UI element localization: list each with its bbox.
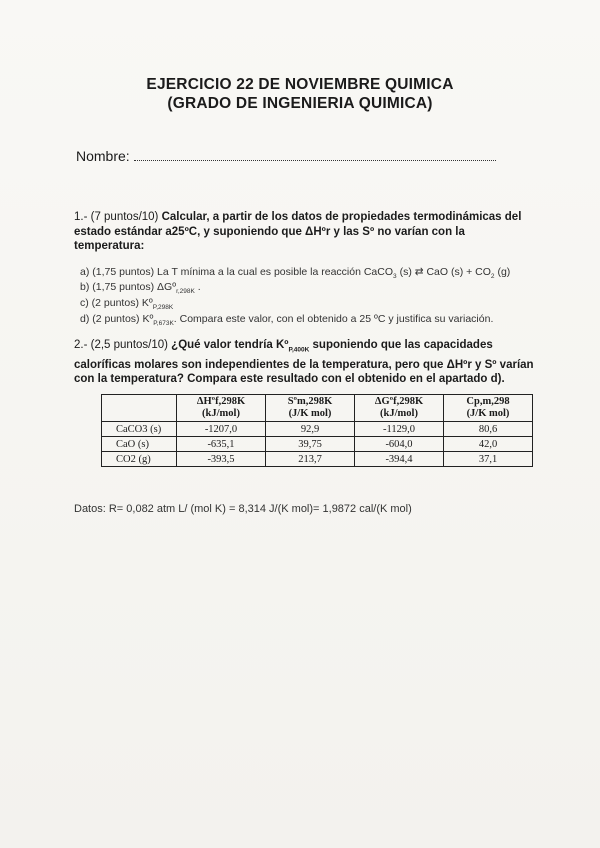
item-a-sub2: 2 (490, 273, 495, 281)
value-cell: 213,7 (266, 452, 355, 467)
item-b-sub: r,298K (176, 288, 195, 296)
item-a-end: (g) (494, 266, 511, 278)
value-cell: -604,0 (355, 437, 444, 452)
table-header (444, 395, 533, 422)
question-1-text: Calcular, a partir de los datos de propiedades termodinámicas del estado estándar a25ºC, y suponiendo que ΔHºr y las Sº no varían con la temperatura: (74, 211, 522, 252)
value-cell: 92,9 (266, 422, 355, 437)
name-field (76, 148, 496, 164)
header-main: Cp,m,298 (466, 396, 510, 407)
header-unit: (J/K mol) (466, 408, 510, 419)
item-c-sub: P,298K (152, 304, 174, 312)
table-header-row (102, 395, 533, 422)
value-cell: 42,0 (444, 437, 533, 452)
table-row (102, 422, 533, 437)
question-2 (74, 338, 534, 387)
item-d-sub: P,673K (153, 320, 174, 328)
question-1-item-a (80, 266, 510, 280)
question-1-item-d (80, 313, 493, 327)
question-1-prefix: 1.- (7 puntos/10) (74, 211, 162, 223)
page-subtitle: (GRADO DE INGENIERIA QUIMICA) (167, 95, 433, 112)
value-cell: 80,6 (444, 422, 533, 437)
question-2-text-b: suponiendo que las capacidades caloríficas molares son independientes de la temperatura, pero que ΔHºr y Sº varían con la temperatura? Compara este resultado con el obtenido en el apartado d). (74, 339, 534, 386)
header-unit: (kJ/mol) (380, 408, 418, 419)
item-b-tail: . (194, 281, 201, 293)
item-c-label: c) (2 puntos) Kº (80, 297, 153, 309)
name-label: Nombre: (76, 148, 130, 164)
species-cell: CaCO3 (s) (102, 422, 177, 437)
value-cell: -1207,0 (177, 422, 266, 437)
question-2-prefix: 2.- (2,5 puntos/10) (74, 339, 172, 351)
question-1-item-c (80, 297, 173, 311)
header-main: Sºm,298K (287, 396, 333, 407)
value-cell: -1129,0 (355, 422, 444, 437)
question-1-item-b (80, 281, 201, 295)
question-2-text-a: ¿Qué valor tendría Kº (171, 339, 289, 351)
item-a-label: a) (1,75 puntos) La T mínima a la cual es posible la reacción CaCO (80, 266, 394, 278)
table-row (102, 437, 533, 452)
page-title: EJERCICIO 22 DE NOVIEMBRE QUIMICA (146, 76, 454, 93)
item-d-tail: . Compara este valor, con el obtenido a 25 ºC y justifica su variación. (173, 313, 494, 325)
question-2-sub: P,400K (288, 346, 310, 354)
value-cell: -393,5 (177, 452, 266, 467)
table-header (266, 395, 355, 422)
species-cell: CO2 (g) (102, 452, 177, 467)
table-header (355, 395, 444, 422)
item-b-label: b) (1,75 puntos) ΔGº (80, 281, 177, 293)
value-cell: 37,1 (444, 452, 533, 467)
constants-note: Datos: R= 0,082 atm L/ (mol K) = 8,314 J/(K mol)= 1,9872 cal/(K mol) (74, 503, 412, 515)
header-main: ΔHºf,298K (196, 396, 246, 407)
header-unit: (J/K mol) (288, 408, 332, 419)
name-blank-line (134, 149, 496, 161)
species-cell: CaO (s) (102, 437, 177, 452)
value-cell: -394,4 (355, 452, 444, 467)
table-row (102, 452, 533, 467)
thermo-data-table (101, 394, 533, 467)
question-1 (74, 210, 534, 254)
table-corner-cell (102, 395, 177, 422)
value-cell: 39,75 (266, 437, 355, 452)
item-d-label: d) (2 puntos) Kº (80, 313, 154, 325)
table-header (177, 395, 266, 422)
header-main: ΔGºf,298K (374, 396, 424, 407)
item-a-sub: 3 (393, 273, 397, 281)
value-cell: -635,1 (177, 437, 266, 452)
header-unit: (kJ/mol) (202, 408, 240, 419)
item-a-tail: (s) ⇄ CaO (s) + CO (396, 266, 491, 278)
